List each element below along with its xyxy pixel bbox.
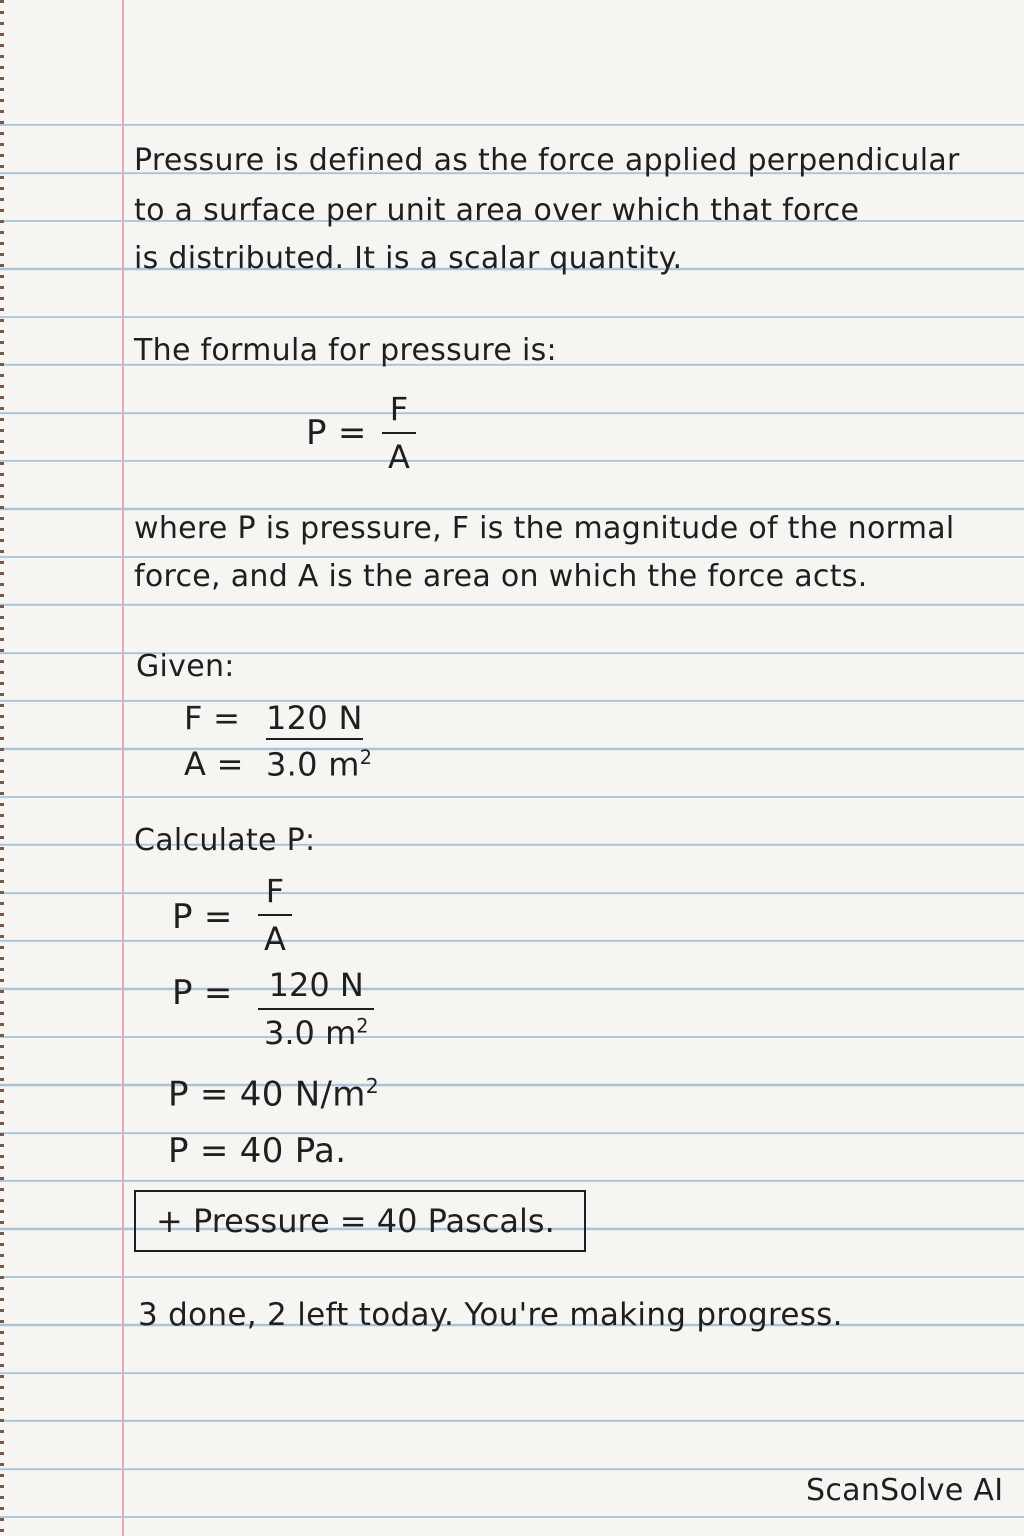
step2-fraction [258,966,374,1052]
progress-note: 3 done, 2 left today. You're making progress. [138,1297,843,1333]
given-force-value: 120 N [266,702,363,740]
formula-numerator: F [389,390,409,428]
explanation-line-2: force, and A is the area on which the force acts. [134,559,868,594]
given-area-number: 3.0 m [266,745,360,784]
answer-text: + Pressure = 40 Pascals. [156,1202,555,1240]
answer-box [134,1190,586,1252]
paper-header-margin [0,0,1024,124]
step3-exponent: 2 [365,1074,379,1098]
given-area-exponent: 2 [359,746,373,769]
given-area-value [266,745,373,784]
step1-numerator: F [265,872,285,910]
step1-denominator: A [258,914,292,958]
red-margin-line [122,0,124,1536]
given-area-label: A = [184,745,244,783]
step2-lhs: P = [172,973,233,1013]
given-force-label: F = [184,699,241,737]
binding-edge [0,0,4,1536]
formula-intro: The formula for pressure is: [134,333,557,368]
step2-numerator: 120 N [268,966,364,1004]
step1-lhs: P = [172,897,233,937]
given-heading: Given: [136,649,235,684]
step3-text: P = 40 N/m [168,1074,366,1115]
step1-fraction [258,872,292,958]
formula-denominator: A [382,432,416,476]
formula-fraction [382,390,416,476]
explanation-line-1: where P is pressure, F is the magnitude of the normal [134,511,955,546]
definition-line-1: Pressure is defined as the force applied perpendicular [134,143,960,178]
step2-denominator-exponent: 2 [356,1014,369,1038]
formula-lhs: P = [306,413,367,453]
step2-denominator-number: 3.0 m [264,1014,357,1052]
definition-line-3: is distributed. It is a scalar quantity. [134,241,683,276]
step3-result [168,1074,379,1115]
brand-label: ScanSolve AI [806,1473,1004,1508]
step2-denominator [258,1008,374,1052]
definition-line-2: to a surface per unit area over which that force [134,193,860,228]
step4-result: P = 40 Pa. [168,1131,347,1171]
calculate-heading: Calculate P: [134,823,316,858]
